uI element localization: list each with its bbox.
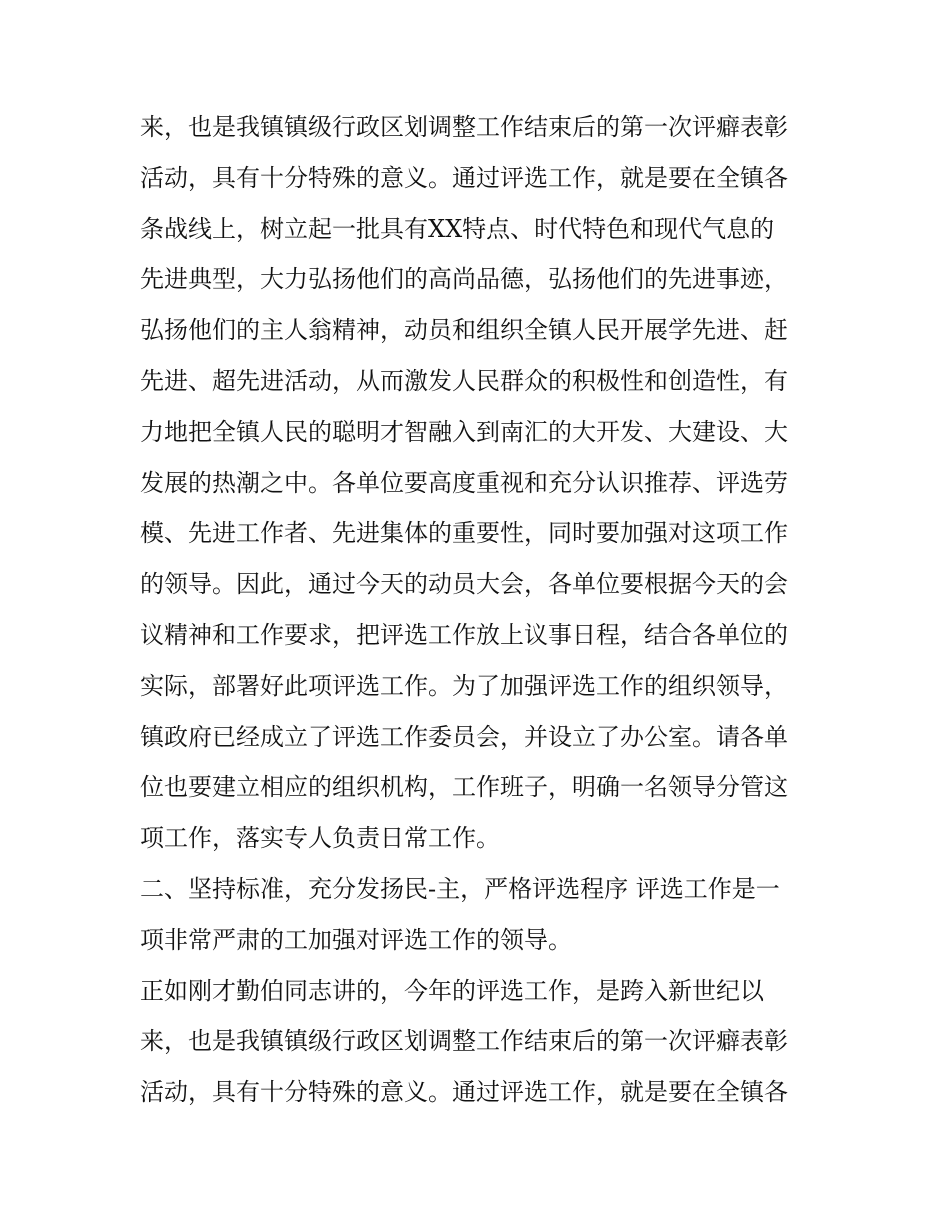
text-line: 镇政府已经成立了评选工作委员会，并设立了办公室。请各单: [140, 722, 788, 751]
text-line: 先进、超先进活动，从而激发人民群众的积极性和创造性，有: [140, 366, 788, 395]
text-line: 项工作，落实专人负责日常工作。: [140, 824, 500, 853]
text-line: 实际，部署好此项评选工作。为了加强评选工作的组织领导，: [140, 671, 788, 700]
text-line: 项非常严肃的工加强对评选工作的领导。: [140, 925, 572, 954]
text-line: 弘扬他们的主人翁精神，动员和组织全镇人民开展学先进、赶: [140, 316, 788, 345]
text-line: 活动，具有十分特殊的意义。通过评选工作，就是要在全镇各: [140, 1078, 788, 1107]
text-line: 条战线上，树立起一批具有XX特点、时代特色和现代气息的: [140, 214, 775, 243]
text-line: 力地把全镇人民的聪明才智融入到南汇的大开发、大建设、大: [140, 417, 788, 446]
text-line: 的领导。因此，通过今天的动员大会，各单位要根据今天的会: [140, 570, 788, 599]
text-line: 位也要建立相应的组织机构，工作班子，明确一名领导分管这: [140, 773, 788, 802]
text-line: 先进典型，大力弘扬他们的高尚品德，弘扬他们的先进事迹，: [140, 265, 788, 294]
text-line: 模、先进工作者、先进集体的重要性，同时要加强对这项工作: [140, 519, 788, 548]
text-line: 活动，具有十分特殊的意义。通过评选工作，就是要在全镇各: [140, 163, 788, 192]
text-line: 正如刚才勤伯同志讲的，今年的评选工作，是跨入新世纪以: [140, 976, 764, 1005]
text-line: 发展的热潮之中。各单位要高度重视和充分认识推荐、评选劳: [140, 468, 788, 497]
text-line: 来，也是我镇镇级行政区划调整工作结束后的第一次评癖表彰: [140, 1027, 788, 1056]
text-line: 议精神和工作要求，把评选工作放上议事日程，结合各单位的: [140, 620, 788, 649]
text-line: 二、坚持标准，充分发扬民-主，严格评选程序 评选工作是一: [140, 874, 780, 903]
text-line: 来，也是我镇镇级行政区划调整工作结束后的第一次评癖表彰: [140, 113, 788, 141]
body-text: [140, 102, 830, 1118]
